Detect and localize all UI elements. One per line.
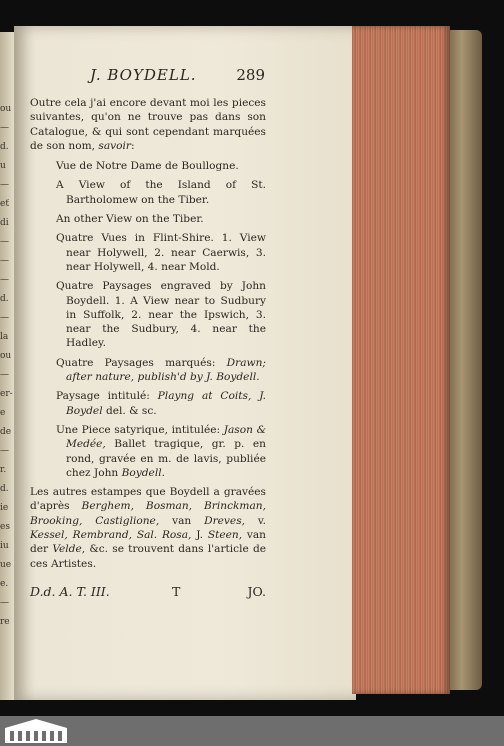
margin-fragment: ue <box>0 560 12 570</box>
margin-fragment: — <box>0 275 9 285</box>
margin-fragment: — <box>0 598 9 608</box>
margin-fragment: — <box>0 370 9 380</box>
library-footer-strip <box>0 716 504 746</box>
margin-fragment: — <box>0 180 9 190</box>
left-page-edge <box>0 32 15 700</box>
intro-italic: savoir <box>98 139 131 152</box>
intro-end: : <box>130 139 135 152</box>
signature-letter: T <box>172 584 181 599</box>
margin-fragment: eť <box>0 199 9 209</box>
list-item: Quatre Vues in Flint-Shire. 1. View near Holywell, 2. near Caerwis, 3. near Holywell, 4. near Mold. <box>56 232 266 273</box>
margin-fragment: r. <box>0 465 7 475</box>
margin-fragment: d. <box>0 142 9 152</box>
list-item: Quatre Paysages marqués: Drawn; after nature, publish'd by J. Boydell. <box>56 356 266 384</box>
margin-fragment: di <box>0 218 9 228</box>
margin-fragment: ou <box>0 104 12 114</box>
book-cover <box>448 30 482 690</box>
signature-mark: D.d. A. T. III. <box>30 584 110 599</box>
library-logo-icon <box>4 718 68 744</box>
margin-fragment: es <box>0 522 10 532</box>
list-item: Quatre Paysages engraved by John Boydell. 1. A View near to Sudbury in Suffolk, 2. near the Ipswich, 3. near the Sudbury, 4. near the Hadley. <box>56 280 266 350</box>
margin-fragment: ou <box>0 351 12 361</box>
list-item: Paysage intitulé: Playng at Coits, J. Boydel del. & sc. <box>56 390 267 417</box>
catchword: JO. <box>247 584 266 599</box>
page-body <box>30 96 266 571</box>
page-header <box>90 66 265 84</box>
margin-fragment: — <box>0 123 9 133</box>
margin-fragment: e. <box>0 579 9 589</box>
list-item: A View of the Island of St. Bartholomew on the Tiber. <box>56 179 266 206</box>
margin-fragment: re <box>0 617 10 627</box>
margin-fragment: d. <box>0 294 9 304</box>
page-number: 289 <box>236 66 265 84</box>
intro-paragraph <box>30 96 266 153</box>
page-edges <box>352 26 450 694</box>
running-head: J. BOYDELL. <box>90 66 197 84</box>
margin-fragment: — <box>0 256 9 266</box>
margin-fragment: de <box>0 427 12 437</box>
list-item: Une Piece satyrique, intitulée: Jason & Medée, Ballet tragique, gr. p. en rond, gravée en m. de lavis, publiée chez John Boydell. <box>56 423 266 479</box>
margin-fragment: iu <box>0 541 9 551</box>
margin-fragment: — <box>0 237 9 247</box>
margin-fragment: er- <box>0 389 13 399</box>
list-item: Vue de Notre Dame de Boullogne. <box>56 160 239 173</box>
list-item: An other View on the Tiber. <box>56 213 204 226</box>
print-list <box>30 159 266 480</box>
margin-fragment: — <box>0 313 9 323</box>
intro-text: Outre cela j'ai encore devant moi les pieces suivantes, qu'on ne trouve pas dans son Catalogue, & qui sont cependant marquées de son nom, <box>30 97 266 152</box>
margin-fragment: ie <box>0 503 9 513</box>
margin-fragment: la <box>0 332 9 342</box>
margin-fragment: d. <box>0 484 9 494</box>
closing-paragraph: Les autres estampes que Boydell a gravées d'après Berghem, Bosman, Brinckman, Brooking, Castiglione, van Dreves, v. Kessel, Rembrand, Sal. Rosa, J. Steen, van der Velde, &c. se trouvent dans l'article de ces Artistes. <box>30 486 267 570</box>
margin-fragment: u <box>0 161 6 171</box>
margin-fragment: — <box>0 446 9 456</box>
margin-fragment: e <box>0 408 6 418</box>
